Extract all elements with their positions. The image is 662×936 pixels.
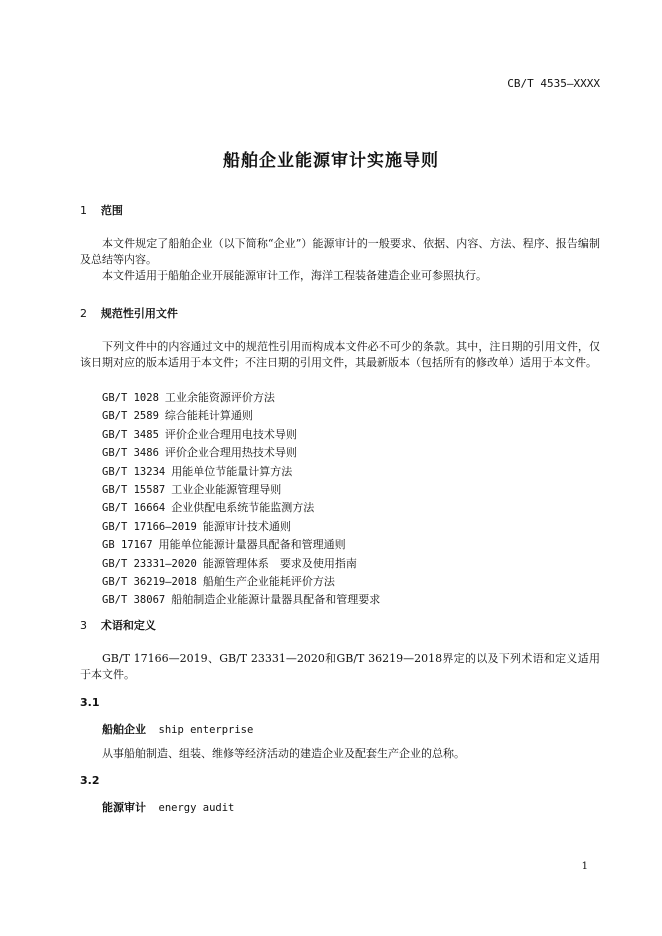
reference-code: GB/T 36219—2018 (102, 576, 197, 589)
reference-name: 船舶生产企业能耗评价方法 (202, 575, 335, 589)
reference-item (102, 444, 380, 462)
page-number: 1 (581, 861, 588, 872)
reference-name: 船舶制造企业能源计量器具配备和管理要求 (171, 593, 381, 607)
reference-item (102, 536, 380, 554)
term-english: energy audit (158, 802, 235, 814)
reference-code: GB/T 16664 (102, 502, 166, 515)
term-chinese: 船舶企业 (102, 723, 146, 736)
section-title: 范围 (100, 204, 123, 217)
reference-code: GB/T 38067 (102, 594, 166, 607)
reference-list (102, 389, 380, 610)
reference-name: 工业余能资源评价方法 (164, 391, 275, 404)
term-chinese: 能源审计 (102, 801, 146, 814)
reference-item (102, 573, 380, 591)
section-number: 3 (80, 619, 87, 632)
reference-item (102, 463, 380, 481)
reference-name: 能源管理体系 要求及使用指南 (202, 556, 357, 570)
reference-code: GB/T 23331—2020 (102, 557, 197, 570)
section-2-heading (80, 305, 178, 321)
document-title: 船舶企业能源审计实施导则 (223, 151, 439, 171)
reference-item (102, 591, 380, 609)
reference-name: 能源审计技术通则 (202, 519, 291, 533)
reference-name: 评价企业合理用电技术导则 (164, 427, 297, 441)
term-3-1-definition: 从事船舶制造、组装、维修等经济活动的建造企业及配套生产企业的总称。 (102, 747, 465, 760)
section-3-heading (80, 617, 156, 633)
reference-code: GB/T 13234 (102, 465, 166, 478)
reference-code: GB/T 2589 (102, 410, 159, 423)
reference-name: 评价企业合理用热技术导则 (164, 446, 297, 460)
reference-code: GB/T 3486 (102, 447, 159, 460)
normative-intro-paragraph: 下列文件中的内容通过文中的规范性引用而构成本文件必不可少的条款。其中，注日期的引用文件，仅该日期对应的版本适用于本文件；不注日期的引用文件，其最新版本（包括所有的修改单）适用于本文件。 (80, 340, 600, 369)
reference-code: GB/T 3485 (102, 428, 159, 441)
term-3-1 (102, 721, 253, 737)
reference-code: GB/T 1028 (102, 392, 159, 404)
section-title: 术语和定义 (100, 619, 156, 632)
section-number: 1 (80, 204, 87, 217)
standard-code: CB/T 4535—XXXX (507, 77, 600, 90)
terms-intro-paragraph: GB/T 17166—2019、GB/T 23331—2020和GB/T 36219—2018界定的以及下列术语和定义适用于本文件。 (80, 652, 600, 681)
section-title: 规范性引用文件 (100, 307, 178, 320)
reference-name: 综合能耗计算通则 (164, 409, 253, 423)
term-3-1-number: 3.1 (80, 696, 100, 709)
reference-item (102, 389, 380, 407)
term-english: ship enterprise (158, 724, 254, 736)
section-number: 2 (80, 307, 87, 320)
reference-item (102, 518, 380, 536)
reference-code: GB/T 17166—2019 (102, 520, 197, 533)
reference-name: 工业企业能源管理导则 (171, 483, 282, 497)
reference-item (102, 481, 380, 499)
section-1-heading (80, 202, 123, 218)
reference-name: 用能单位能源计量器具配备和管理通则 (158, 538, 346, 552)
term-3-2-number: 3.2 (80, 774, 100, 787)
reference-item (102, 407, 380, 425)
scope-paragraph-1: 本文件规定了船舶企业（以下简称“企业”）能源审计的一般要求、依据、内容、方法、程序、报告编制及总结等内容。 (80, 237, 600, 266)
reference-item (102, 426, 380, 444)
reference-name: 企业供配电系统节能监测方法 (171, 501, 315, 515)
reference-item (102, 555, 380, 573)
scope-paragraph-2: 本文件适用于船舶企业开展能源审计工作，海洋工程装备建造企业可参照执行。 (102, 269, 487, 282)
reference-name: 用能单位节能量计算方法 (171, 464, 293, 478)
reference-code: GB 17167 (102, 539, 153, 552)
reference-code: GB/T 15587 (102, 484, 166, 497)
reference-item (102, 499, 380, 517)
term-3-2 (102, 799, 234, 815)
